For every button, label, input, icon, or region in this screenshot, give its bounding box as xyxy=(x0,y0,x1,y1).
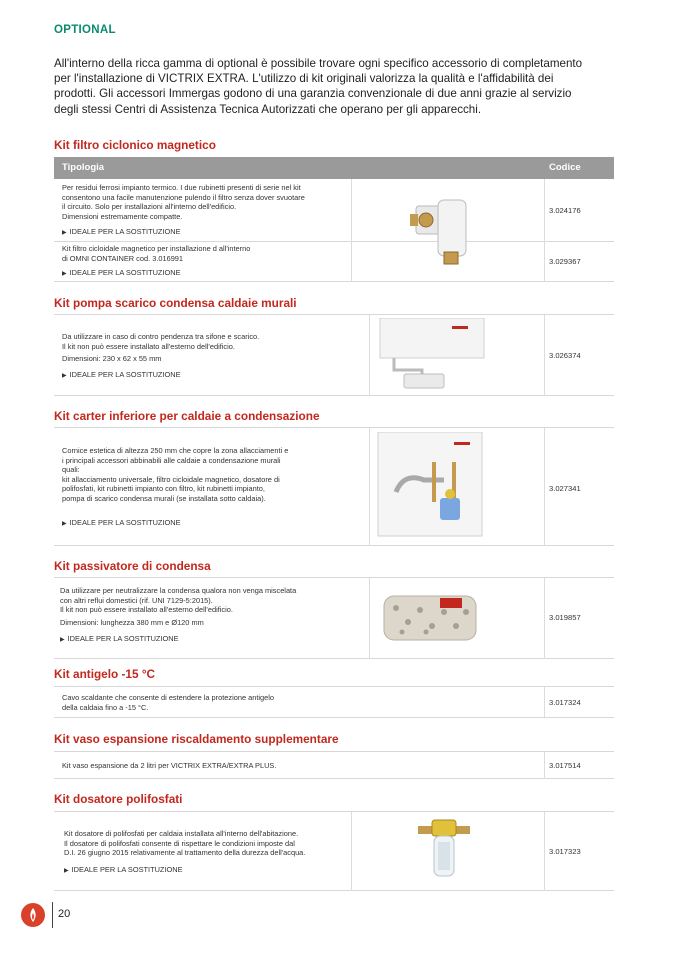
col-header-code: Codice xyxy=(549,162,581,173)
item-description: Cavo scaldante che consente di estendere la protezione antigelo della caldaia fino a -15 °C. xyxy=(62,693,275,712)
triangle-icon: ▶ xyxy=(62,271,67,277)
condensate-pump-image xyxy=(374,318,486,390)
item-code: 3.019857 xyxy=(549,613,581,622)
condensate-neutralizer-image xyxy=(382,592,478,644)
item-description: Kit filtro cicloidale magnetico per installazione d all'interno di OMNI CONTAINER cod. 3.016991 xyxy=(62,244,251,263)
section-title-passivatore: Kit passivatore di condensa xyxy=(54,559,211,573)
page-number: 20 xyxy=(58,908,71,920)
table-row xyxy=(54,314,614,396)
triangle-icon: ▶ xyxy=(62,373,67,379)
section-title-vaso: Kit vaso espansione riscaldamento supplementare xyxy=(54,732,339,746)
intro-paragraph xyxy=(54,56,624,117)
item-code: 3.017514 xyxy=(549,761,581,770)
ideal-note: ▶ IDEALE PER LA SOSTITUZIONE xyxy=(60,634,179,643)
section-title-carter: Kit carter inferiore per caldaie a condensazione xyxy=(54,409,320,423)
polyphosphate-dosing-image xyxy=(418,818,470,882)
section-title-pompa: Kit pompa scarico condensa caldaie murali xyxy=(54,296,297,310)
triangle-icon: ▶ xyxy=(62,521,67,527)
item-description: Kit vaso espansione da 2 litri per VICTRIX EXTRA/EXTRA PLUS. xyxy=(62,761,277,770)
item-description: Per residui ferrosi impianto termico. I due rubinetti presenti di serie nel kit consentono una facile manutenzione pulendo il filtro senza dover svuotare il circuito. Solo per installazioni all'interno dell'edificio. Dimensioni estremamente compatte. xyxy=(62,183,305,221)
ideal-note: ▶ IDEALE PER LA SOSTITUZIONE xyxy=(62,518,181,527)
section-label: OPTIONAL xyxy=(54,24,116,36)
section-title-dosatore: Kit dosatore polifosfati xyxy=(54,792,183,806)
ideal-note: ▶ IDEALE PER LA SOSTITUZIONE xyxy=(62,268,181,277)
item-description: Cornice estetica di altezza 250 mm che copre la zona allacciamenti e i principali accessori abbinabili alle caldaie a condensazione murali quali: kit allacciamento universale, filtro cicloidale magnetico, dosatore di polifosfati, kit rubinetti impianto con filtro, kit rubinetti impianto, pompa di scarico condensa murali (se installata sotto caldaia). xyxy=(62,446,289,503)
ideal-note: ▶ IDEALE PER LA SOSTITUZIONE xyxy=(64,865,183,874)
section-title-filtro: Kit filtro ciclonico magnetico xyxy=(54,138,216,152)
item-code: 3.029367 xyxy=(549,257,581,266)
item-code: 3.026374 xyxy=(549,351,581,360)
triangle-icon: ▶ xyxy=(64,868,69,874)
intro-line: prodotti. Gli accessori Immergas godono di una garanzia convenzionale di due anni grazie al servizio xyxy=(54,87,572,101)
item-description: Da utilizzare in caso di contro pendenza tra sifone e scarico. Il kit non può essere installato all'esterno dell'edificio. Dimensioni: 230 x 62 x 55 mm xyxy=(62,332,260,364)
triangle-icon: ▶ xyxy=(62,230,67,236)
brand-logo-icon xyxy=(21,903,45,927)
item-description: Da utilizzare per neutralizzare la condensa qualora non venga miscelata con altri reflui domestici (rif. UNI 7129-5:2015). Il kit non può essere installato all'esterno dell'edificio. Dimensioni: lunghezza 380 mm e Ø120 mm xyxy=(60,586,297,627)
cyclonic-filter-image xyxy=(410,190,476,268)
section-title-antigelo: Kit antigelo -15 °C xyxy=(54,667,156,681)
table-row xyxy=(54,427,614,546)
item-code: 3.017324 xyxy=(549,698,581,707)
intro-line: degli stessi Centri di Assistenza Tecnica Autorizzati che operano per gli apparecchi. xyxy=(54,102,482,116)
table-header xyxy=(54,157,614,179)
table-row xyxy=(54,811,614,891)
col-header-type: Tipologia xyxy=(62,162,105,173)
triangle-icon: ▶ xyxy=(60,637,65,643)
item-description: Kit dosatore di polifosfati per caldaia installata all'interno dell'abitazione. Il dosatore di polifosfati consente di rispettare le condizioni imposte dal D.I. 26 giugno 2015 relativamente al trattamento della durezza dell'acqua. xyxy=(64,829,306,858)
item-code: 3.024176 xyxy=(549,206,581,215)
intro-line: per l'installazione di VICTRIX EXTRA. L'utilizzo di kit originali valorizza la qualità e l'affidabilità dei xyxy=(54,72,554,86)
ideal-note: ▶ IDEALE PER LA SOSTITUZIONE xyxy=(62,370,181,379)
lower-casing-image xyxy=(374,432,486,538)
table-row xyxy=(54,241,614,282)
table-row xyxy=(54,751,614,779)
table-row xyxy=(54,686,614,718)
item-code: 3.027341 xyxy=(549,484,581,493)
intro-line: All'interno della ricca gamma di optional è possibile trovare ogni specifico accessorio di completamento xyxy=(54,57,583,70)
table-row xyxy=(54,577,614,659)
item-code: 3.017323 xyxy=(549,847,581,856)
table-row xyxy=(54,179,614,242)
footer-divider xyxy=(52,902,53,928)
ideal-note: ▶ IDEALE PER LA SOSTITUZIONE xyxy=(62,227,181,236)
